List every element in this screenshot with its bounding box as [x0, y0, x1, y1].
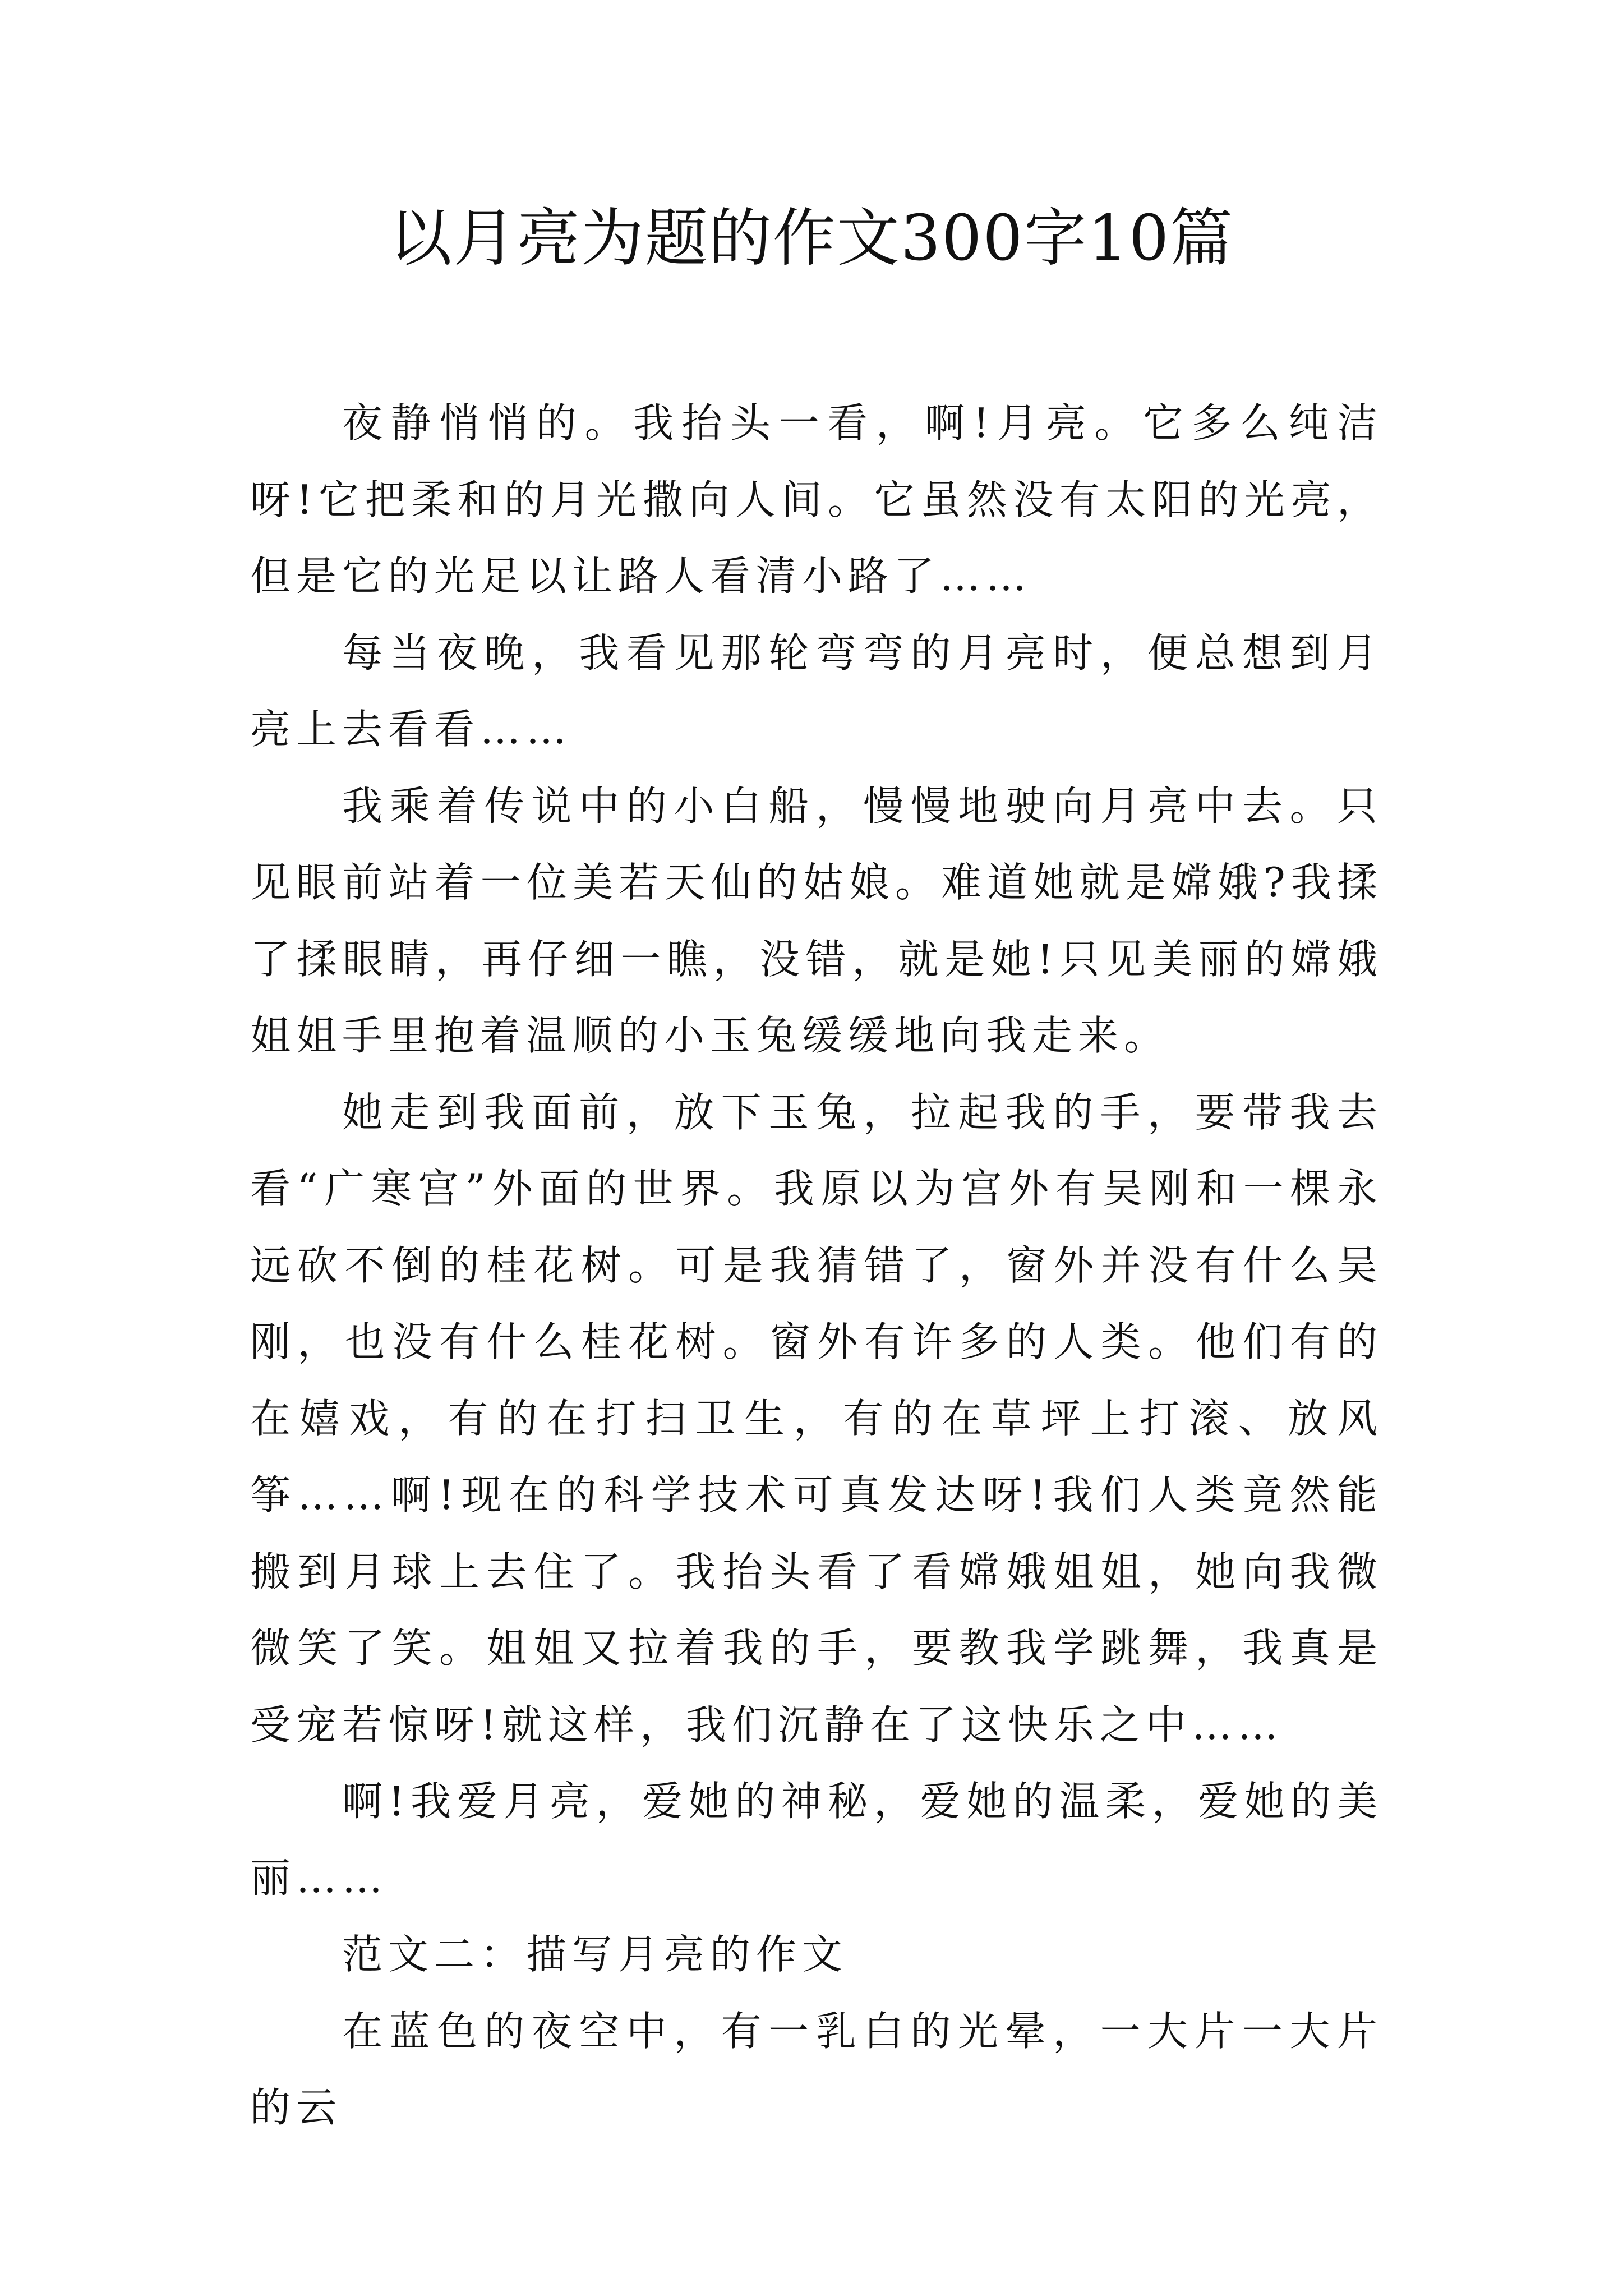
paragraph: 每当夜晚，我看见那轮弯弯的月亮时，便总想到月亮上去看看……: [250, 629, 1383, 753]
paragraph: 啊!我爱月亮，爱她的神秘，爱她的温柔，爱她的美丽……: [250, 1778, 1383, 1902]
document-body: [250, 385, 1383, 2146]
paragraph: 我乘着传说中的小白船，慢慢地驶向月亮中去。只见眼前站着一位美若天仙的姑娘。难道她就是嫦娥?我揉了揉眼睛，再仔细一瞧，没错，就是她!只见美丽的嫦娥姐姐手里抱着温顺的小玉兔缓缓地向我走来。: [250, 782, 1383, 1059]
paragraph: 她走到我面前，放下玉兔，拉起我的手，要带我去看“广寒宫”外面的世界。我原以为宫外有吴刚和一棵永远砍不倒的桂花树。可是我猜错了，窗外并没有什么吴刚，也没有什么桂花树。窗外有许多的人类。他们有的在嬉戏，有的在打扫卫生，有的在草坪上打滚、放风筝……啊!现在的科学技术可真发达呀!我们人类竟然能搬到月球上去住了。我抬头看了看嫦娥姐姐，她向我微微笑了笑。姐姐又拉着我的手，要教我学跳舞，我真是受宠若惊呀!就这样，我们沉静在了这快乐之中……: [250, 1088, 1383, 1749]
document-title: 以月亮为题的作文300字10篇: [389, 202, 1234, 275]
section-heading: 范文二：描写月亮的作文: [342, 1931, 849, 1978]
paragraph: 在蓝色的夜空中，有一乳白的光晕，一大片一大片的云: [250, 2007, 1383, 2131]
paragraph: 夜静悄悄的。我抬头一看，啊!月亮。它多么纯洁呀!它把柔和的月光撒向人间。它虽然没有太阳的光亮，但是它的光足以让路人看清小路了……: [250, 399, 1383, 600]
